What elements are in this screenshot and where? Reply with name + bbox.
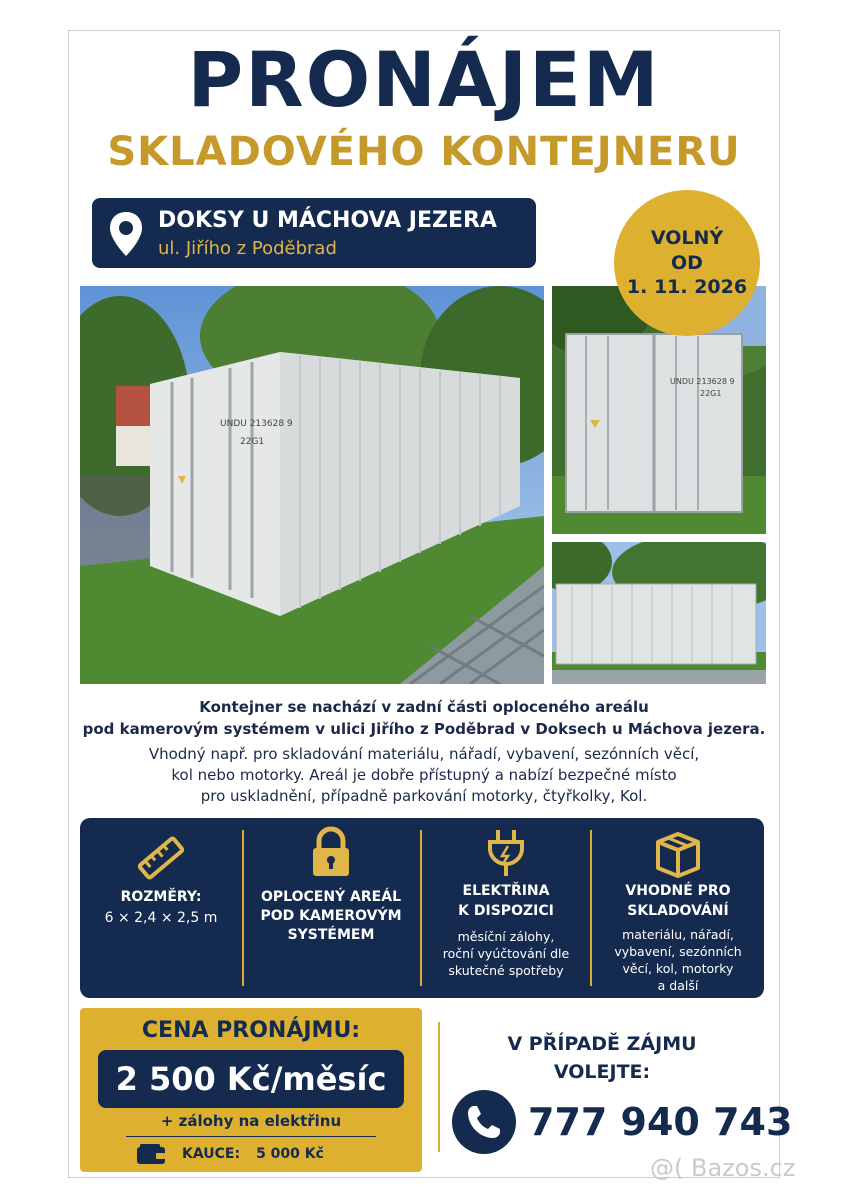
price-divider — [126, 1136, 376, 1137]
feature-electricity-title-2: K DISPOZICI — [458, 903, 554, 919]
wallet-icon — [136, 1143, 166, 1165]
price-amount: 2 500 Kč/měsíc — [98, 1050, 404, 1108]
photo-front-type: 22G1 — [700, 389, 722, 398]
feature-dimensions — [80, 818, 242, 998]
feature-storage-title-2: SKLADOVÁNÍ — [627, 903, 729, 919]
phone-number[interactable]: 777 940 743 — [528, 1100, 793, 1144]
badge-line-1: VOLNÝ — [650, 226, 724, 249]
contact-heading — [470, 1030, 734, 1086]
price-panel — [80, 1008, 422, 1172]
feature-fenced-title-1: OPLOCENÝ AREÁL — [261, 889, 401, 905]
map-pin-icon — [106, 210, 146, 258]
photo-main-code: UNDU 213628 9 — [220, 419, 293, 429]
feature-electricity-sub-3: skutečné spotřeby — [448, 963, 564, 978]
feature-storage-sub-1: materiálu, nářadí, — [622, 927, 734, 942]
feature-storage-title-1: VHODNÉ PRO — [625, 883, 731, 899]
deposit-label: KAUCE: — [182, 1146, 241, 1162]
description-body-line-2: kol nebo motorky. Areál je dobře přístupný a nabízí bezpečné místo — [171, 766, 677, 784]
poster-subtitle: SKLADOVÉHO KONTEJNERU — [107, 129, 741, 175]
photo-main-type: 22G1 — [240, 437, 265, 447]
feature-electricity — [422, 818, 590, 998]
container-photo-side — [552, 542, 766, 684]
feature-dimensions-title: ROZMĚRY: — [120, 889, 202, 905]
description-lead-line-2: pod kamerovým systémem v ulici Jiřího z Poděbrad v Doksech u Máchova jezera. — [82, 720, 766, 738]
badge-line-3: 1. 11. 2026 — [626, 276, 748, 299]
badge-line-2: OD — [671, 251, 703, 274]
feature-electricity-sub-2: roční vyúčtování dle — [442, 946, 570, 961]
feature-storage-sub-2: vybavení, sezónních — [614, 944, 742, 959]
description-lead — [0, 696, 848, 740]
deposit-value: 5 000 Kč — [256, 1146, 324, 1162]
feature-fenced-title-2: POD KAMEROVÝM — [260, 908, 402, 924]
feature-dimensions-value: 6 × 2,4 × 2,5 m — [104, 910, 218, 926]
location-street: ul. Jiřího z Poděbrad — [158, 238, 337, 259]
contact-divider — [438, 1022, 440, 1152]
feature-electricity-sub-1: měsíční zálohy, — [457, 929, 555, 944]
feature-fenced-title-3: SYSTÉMEM — [287, 927, 375, 943]
ruler-icon — [135, 832, 187, 884]
feature-electricity-title-1: ELEKTŘINA — [462, 883, 550, 899]
availability-badge — [614, 190, 760, 336]
feature-storage — [592, 818, 764, 998]
price-note: + zálohy na elektřinu — [160, 1112, 342, 1130]
feature-storage-sub-4: a další — [657, 978, 699, 993]
plug-icon — [480, 826, 532, 878]
watermark-text: @( Bazos.cz — [650, 1154, 796, 1182]
phone-icon — [452, 1090, 516, 1154]
deposit-row — [136, 1142, 324, 1166]
poster-title: PRONÁJEM — [187, 35, 661, 124]
contact-heading-line-1: V PŘÍPADĚ ZÁJMU — [507, 1033, 697, 1055]
location-box — [92, 198, 536, 268]
description-lead-line-1: Kontejner se nachází v zadní části oploceného areálu — [199, 698, 649, 716]
description-body-line-1: Vhodný např. pro skladování materiálu, nářadí, vybavení, sezónních věcí, — [148, 745, 700, 763]
location-city: DOKSY U MÁCHOVA JEZERA — [158, 208, 497, 233]
description-body-line-3: pro uskladnění, případně parkování motorky, čtyřkolky, Kol. — [200, 787, 648, 805]
description-body — [0, 744, 848, 807]
feature-fenced — [244, 818, 418, 998]
photo-front-code: UNDU 213628 9 — [670, 377, 735, 386]
price-heading: CENA PRONÁJMU: — [141, 1018, 361, 1043]
contact-heading-line-2: VOLEJTE: — [553, 1061, 651, 1083]
feature-storage-sub-3: věcí, kol, motorky — [622, 961, 734, 976]
box-icon — [652, 828, 704, 880]
features-panel — [80, 818, 764, 998]
container-photo-main — [80, 286, 544, 684]
lock-icon — [305, 826, 357, 878]
